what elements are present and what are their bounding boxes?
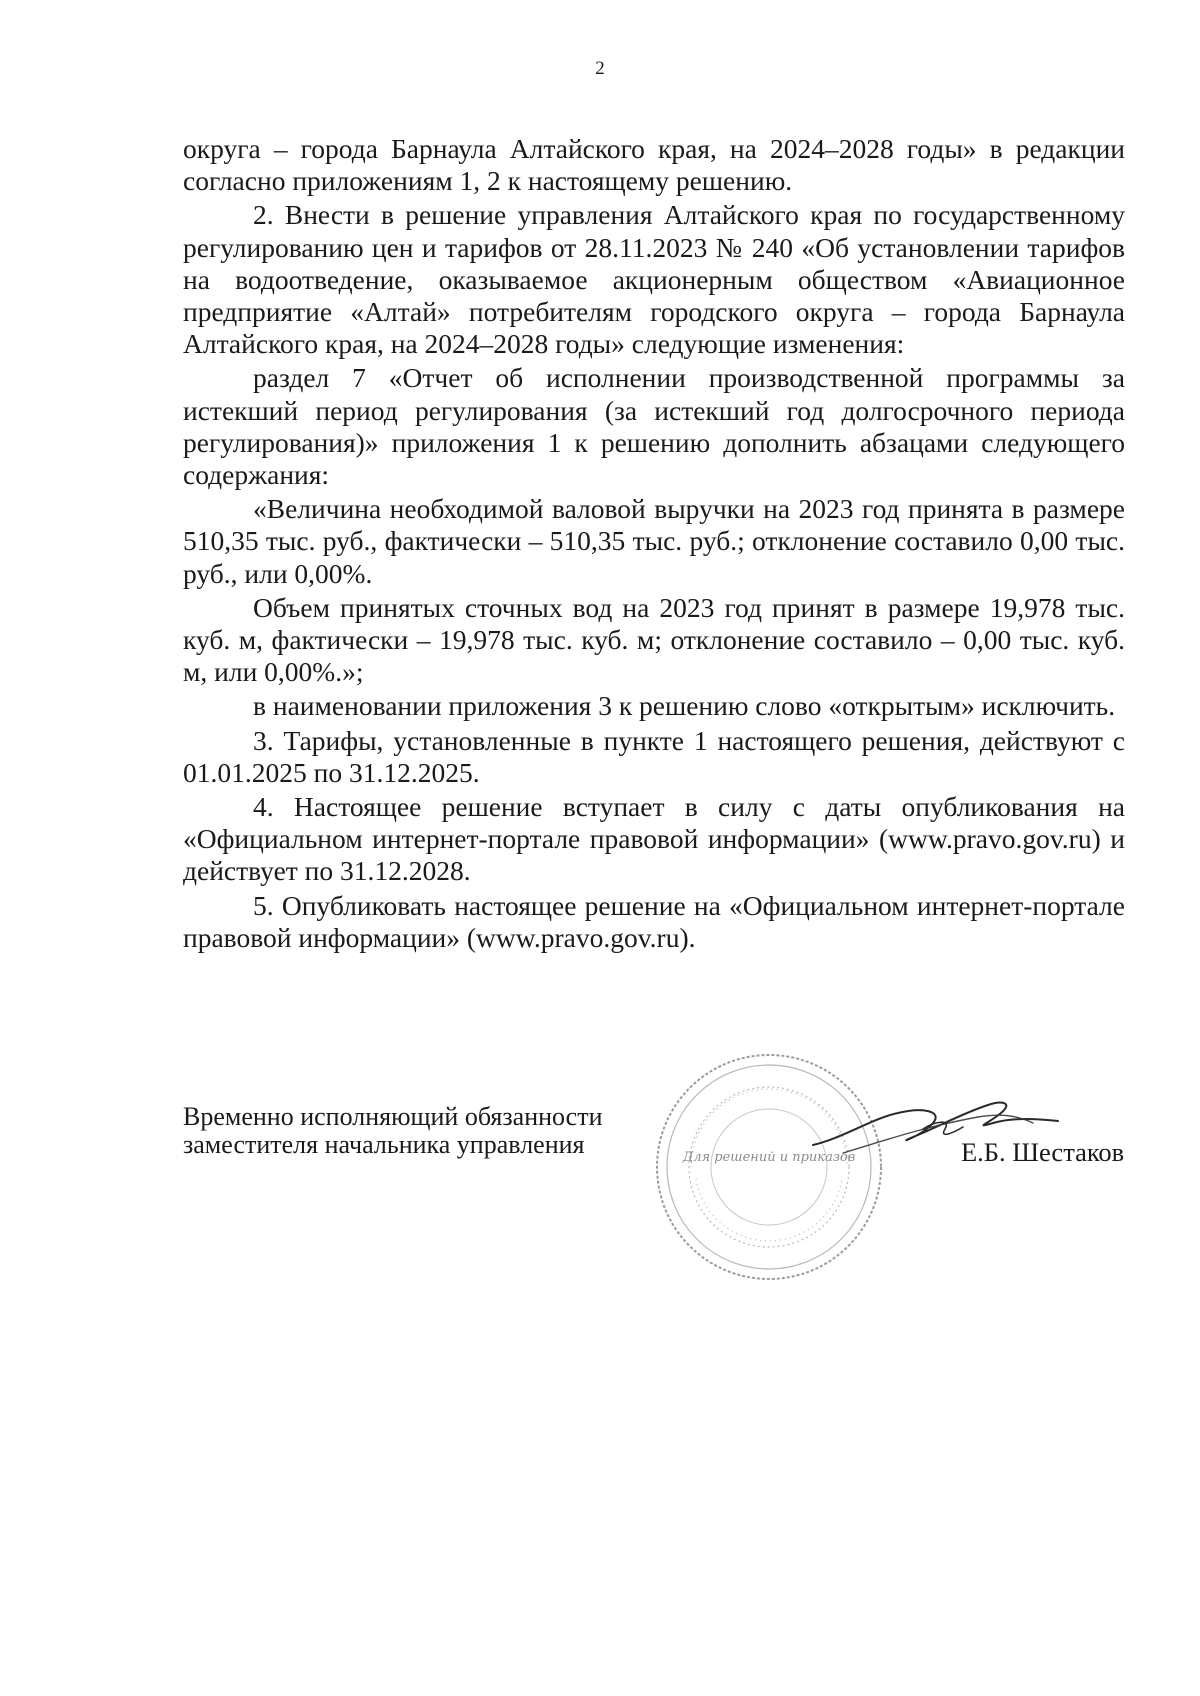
paragraph: 2. Внести в решение управления Алтайского края по государственному регулированию цен и тарифов от 28.11.2023 № 240 «Об установлении тарифов на водоотведение, оказываемое акционерным обществом «Авиационное предприятие «Алтай» потребителям городского округа – города Барнаула Алтайского края, на 2024–2028 годы» следующие изменения: [183,199,1125,360]
paragraph: 3. Тарифы, установленные в пункте 1 настоящего решения, действуют с 01.01.2025 по 31.12.2025. [183,724,1125,788]
paragraph: Объем принятых сточных вод на 2023 год принят в размере 19,978 тыс. куб. м, фактически – 19,978 тыс. куб. м; отклонение составило – 0,00 тыс. куб. м, или 0,00%.»; [183,591,1125,688]
paragraph: 5. Опубликовать настоящее решение на «Официальном интернет-портале правовой информации» (www.pravo.gov.ru). [183,889,1125,953]
paragraph: 4. Настоящее решение вступает в силу с даты опубликования на «Официальном интернет-портале правовой информации» (www.pravo.gov.ru) и действует по 31.12.2028. [183,791,1125,887]
paragraph: в наименовании приложения 3 к решению слово «открытым» исключить. [253,690,1116,722]
paragraph: «Величина необходимой валовой выручки на 2023 год принята в размере 510,35 тыс. руб., фактически – 510,35 тыс. руб.; отклонение составило 0,00 тыс. руб., или 0,00%. [183,493,1125,589]
page-number: 2 [595,58,605,79]
paragraph: округа – города Барнаула Алтайского края, на 2024–2028 годы» в редакции согласно приложениям 1, 2 к настоящему решению. [183,133,1125,197]
signatory-position-line: заместителя начальника управления [183,1130,585,1159]
stamp-text: Для решений и приказов [682,1150,856,1165]
signature-block [183,1103,1125,1333]
document-body [183,133,1125,956]
signatory-name: Е.Б. Шестаков [961,1137,1125,1167]
signatory-position [183,1103,663,1159]
paragraph: раздел 7 «Отчет об исполнении производственной программы за истекший период регулирования (за истекший год долгосрочного периода регулирования)» приложения 1 к решению дополнить абзацами следующего содержания: [183,362,1125,491]
signatory-position-line: Временно исполняющий обязанности [183,1102,603,1131]
